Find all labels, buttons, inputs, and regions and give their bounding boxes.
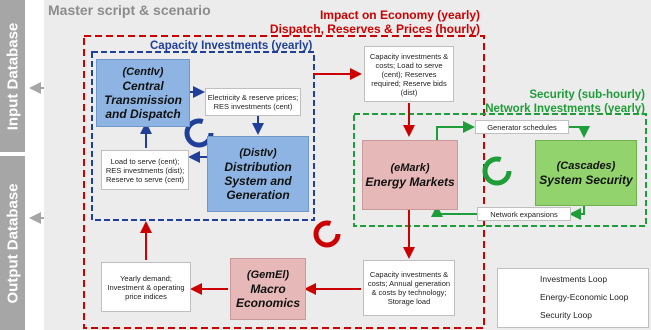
note-electricity-reserve-prices: Electricity & reserve prices; RES investments (cent): [205, 88, 301, 116]
input-database-label: Input Database: [4, 22, 21, 130]
gemel-module: [230, 258, 306, 320]
economy-title-line2: Dispatch, Reserves & Prices (hourly): [269, 22, 480, 36]
security-title: [440, 88, 645, 116]
centiv-module: [96, 59, 190, 127]
output-database-label: Output Database: [4, 182, 22, 304]
note-load-to-serve: Load to serve (cent); RES investments (dist); Reserve to serve (cent): [101, 150, 189, 190]
legend-label-security: Security Loop: [540, 310, 592, 320]
centiv-code: (CentIv): [122, 66, 164, 78]
note-network-expansions: Network expansions: [477, 207, 571, 221]
gemel-code: (GemEl): [246, 269, 290, 281]
note-generator-schedules: Generator schedules: [475, 120, 569, 134]
security-title-line2: Network Investments (yearly): [485, 103, 645, 115]
centiv-name: Central Transmission and Dispatch: [104, 79, 182, 121]
cascades-code: (Cascades): [556, 160, 616, 172]
economy-title-line1: Impact on Economy (yearly): [319, 8, 480, 22]
security-title-line1: Security (sub-hourly): [529, 89, 645, 101]
emark-module: [362, 140, 458, 210]
note-yearly-demand: Yearly demand; Investment & operating price indices: [101, 262, 191, 312]
distiv-code: (DistIv): [239, 147, 277, 159]
capacity-title: Capacity Investments (yearly): [150, 40, 313, 52]
emark-code: (eMark): [390, 162, 430, 174]
legend-label-energy: Energy-Economic Loop: [540, 292, 629, 302]
security-loop-icon: [485, 159, 509, 183]
master-script-label: Master script & scenario: [48, 2, 211, 18]
note-capacity-investments-top: Capacity investments & costs; Load to serve (cent); Reserves required; Reserve bids (dist): [364, 46, 454, 102]
cascades-name: System Security: [539, 173, 633, 187]
energy-economic-loop-icon: [316, 223, 338, 245]
distiv-module: [207, 136, 309, 212]
cascades-module: [535, 140, 637, 206]
gemel-name: Macro Economics: [235, 282, 301, 310]
note-capacity-investments-bottom: Capacity investments & costs; Annual generation & costs by technology; Storage load: [363, 260, 455, 316]
arrow-cascades-to-expansions: [571, 205, 584, 214]
economy-title: [240, 8, 480, 36]
emark-name: Energy Markets: [365, 175, 455, 189]
distiv-name: Distribution System and Generation: [224, 160, 292, 202]
arrow-schedules-to-cascades: [569, 127, 584, 136]
legend-label-investments: Investments Loop: [540, 274, 608, 284]
